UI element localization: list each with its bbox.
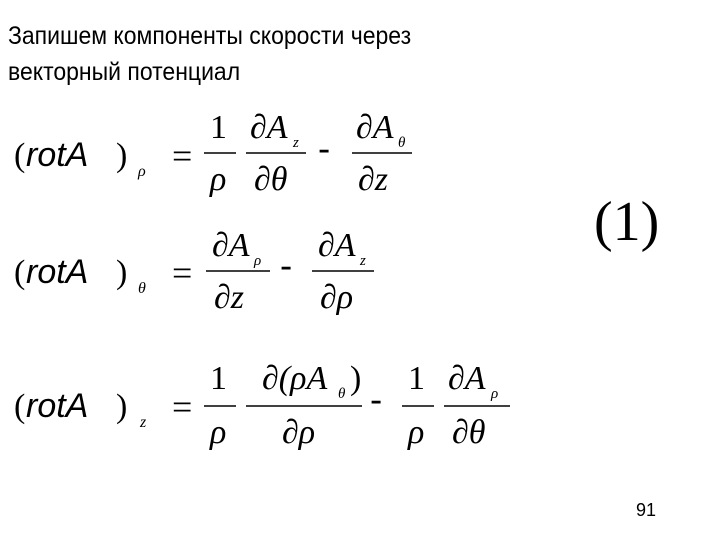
derivative-denominator: ∂ρ <box>282 414 316 451</box>
derivative-denominator: ∂z <box>214 279 245 316</box>
derivative-numerator-subscript: z <box>360 253 366 269</box>
equals-sign: = <box>172 253 193 293</box>
lhs-close-paren: ) <box>116 254 128 291</box>
equation-theta <box>14 227 374 316</box>
lhs-operator: rotA <box>26 253 89 291</box>
lhs-subscript: z <box>140 414 147 431</box>
minus-sign: - <box>280 246 293 287</box>
equals-sign: = <box>172 387 193 427</box>
derivative-denominator: ∂θ <box>254 161 288 198</box>
equation-z <box>14 360 510 451</box>
heading-line-2: векторный потенциал <box>8 58 241 86</box>
lhs-open-paren: ( <box>14 137 26 174</box>
coefficient-denominator: ρ <box>408 414 425 451</box>
lhs-open-paren: ( <box>14 254 26 291</box>
derivative-numerator-subscript: θ <box>338 386 346 402</box>
lhs-operator: rotA <box>26 387 89 425</box>
derivative-numerator: ∂A <box>250 109 288 146</box>
coefficient-numerator: 1 <box>408 360 425 397</box>
derivative-numerator: ∂A <box>448 360 486 397</box>
lhs-close-paren: ) <box>116 137 128 174</box>
derivative-numerator: ∂(ρA <box>262 360 328 397</box>
derivative-numerator: ∂A <box>318 227 356 264</box>
derivative-numerator-subscript: z <box>293 135 299 151</box>
lhs-subscript: θ <box>138 280 146 297</box>
derivative-numerator-subscript: ρ <box>254 253 262 269</box>
coefficient-denominator: ρ <box>210 161 227 198</box>
derivative-numerator: ∂A <box>356 109 394 146</box>
coefficient-numerator: 1 <box>210 360 227 397</box>
derivative-numerator-subscript: θ <box>398 135 406 151</box>
minus-sign: - <box>318 129 331 170</box>
coefficient-denominator: ρ <box>210 414 227 451</box>
derivative-denominator: ∂ρ <box>320 279 354 316</box>
equation-number: (1) <box>594 191 660 253</box>
derivative-denominator: ∂z <box>358 161 389 198</box>
lhs-open-paren: ( <box>14 388 26 425</box>
derivative-numerator: ∂A <box>212 227 250 264</box>
derivative-numerator-close-paren: ) <box>350 360 362 397</box>
equation-rho <box>14 109 412 198</box>
minus-sign: - <box>370 380 383 421</box>
derivative-numerator-subscript: ρ <box>491 386 499 402</box>
lhs-subscript: ρ <box>138 163 146 180</box>
derivative-denominator: ∂θ <box>452 414 486 451</box>
equals-sign: = <box>172 136 193 176</box>
coefficient-numerator: 1 <box>210 109 227 146</box>
lhs-close-paren: ) <box>116 388 128 425</box>
heading-line-1: Запишем компоненты скорости через <box>8 22 412 50</box>
page-number: 91 <box>636 500 657 520</box>
lhs-operator: rotA <box>26 136 89 174</box>
